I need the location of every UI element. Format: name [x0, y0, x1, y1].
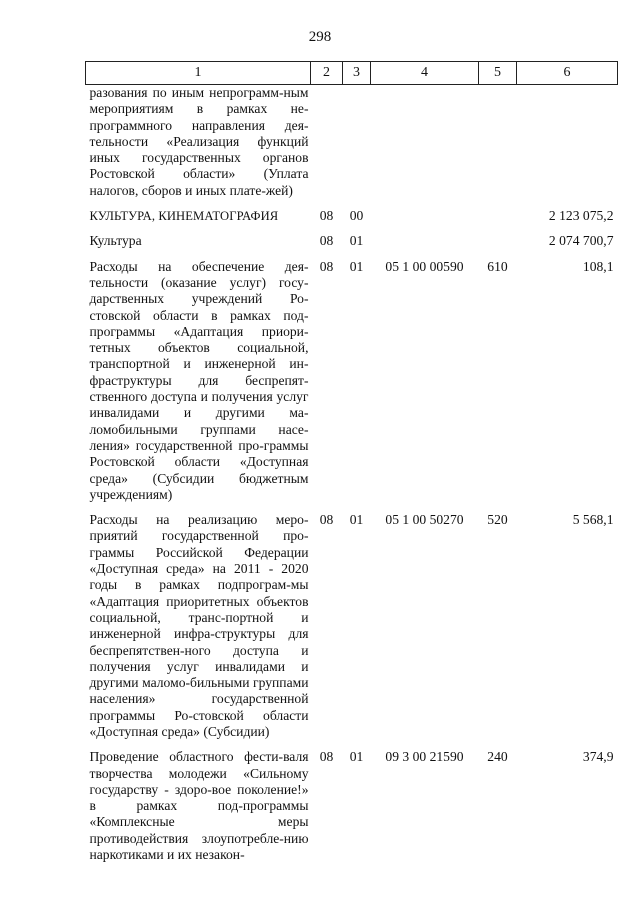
row-description: Расходы на реализацию меро-приятий государственной про-граммы Российской Федерации «Доступная среда» на 2011 - 2020 годы в рамках подпрограм-мы «Адаптация приоритетных объектов социальной, транс-портной и инженерной инфра-структуры для беспрепятствен-ного доступа и получения услуг инвалидами и другими маломо-бильными группами населения» государственной программы Ро-стовской области «Доступная среда» (Субсидии): [89, 512, 309, 739]
row-amount: 2 123 075,2: [548, 208, 614, 224]
row-section-code: 08: [319, 512, 334, 528]
column-header: 5: [479, 62, 517, 85]
row-amount: [517, 85, 618, 209]
row-description: разования по иным непрограмм-ным мероприятиям в рамках не-программного направления дея-тельности «Реализация функций иных государственных органов Ростовской области» (Уплата налогов, сборов и иных плате-жей): [89, 85, 309, 198]
row-expense-type-code: [479, 208, 517, 233]
table-row: [86, 85, 618, 209]
row-expense-type-code: 240: [487, 749, 508, 765]
row-target-item-code: 05 1 00 50270: [385, 512, 464, 528]
row-subsection-code: 01: [349, 233, 364, 249]
row-target-item-code: [371, 85, 479, 209]
row-expense-type-code: [479, 233, 517, 258]
row-expense-type-code: 520: [487, 512, 508, 528]
row-description: Расходы на обеспечение дея-тельности (оказание услуг) госу-дарственных учреждений Ро-стовской области в рамках под-программы «Адаптация приори-тетных объектов социальной, транспортной и инженерной ин-фраструктуры для беспрепят-ственного доступа и получения услуг инвалидами и другими ма-ломобильными группами насе-ления» государственной про-граммы Ростовской области «Доступная среда» (Субсидии бюджетным учреждениям): [89, 258, 309, 502]
row-amount: 5 568,1: [572, 512, 614, 528]
page-number: 298: [308, 29, 332, 45]
table-row: [86, 259, 618, 512]
row-section-code: 08: [319, 233, 334, 249]
row-section-code: 08: [319, 749, 334, 765]
row-target-item-code: [371, 233, 479, 258]
row-section-code: [311, 85, 343, 209]
table-row: [86, 233, 618, 258]
row-subsection-code: 01: [349, 749, 364, 765]
row-subsection-code: [343, 85, 371, 209]
table-row: [86, 512, 618, 749]
row-amount: 374,9: [582, 749, 614, 765]
column-header: 6: [517, 62, 618, 85]
column-header: 1: [86, 62, 311, 85]
row-target-item-code: [371, 208, 479, 233]
row-description: Проведение областного фести-валя творчества молодежи «Сильному государству - здоро-вое поколение!» в рамках под-программы «Комплексные меры противодействия злоупотребле-нию наркотиками и их незакон-: [89, 749, 309, 863]
row-subsection-code: 01: [349, 258, 364, 274]
row-expense-type-code: 610: [487, 258, 508, 274]
table-row: [86, 208, 618, 233]
row-target-item-code: 05 1 00 00590: [385, 258, 464, 274]
row-section-code: 08: [319, 208, 334, 224]
column-header: 4: [371, 62, 479, 85]
row-amount: 2 074 700,7: [548, 233, 614, 249]
row-subsection-code: 00: [349, 208, 364, 224]
row-target-item-code: 09 3 00 21590: [385, 749, 464, 765]
row-section-code: 08: [319, 258, 334, 274]
table-header-row: [86, 62, 618, 85]
row-description: КУЛЬТУРА, КИНЕМАТОГРАФИЯ: [89, 209, 279, 224]
column-header: 2: [311, 62, 343, 85]
row-description: Культура: [89, 233, 142, 249]
row-amount: 108,1: [582, 258, 614, 274]
table-row: [86, 749, 618, 863]
budget-table: [85, 61, 618, 863]
column-header: 3: [343, 62, 371, 85]
row-expense-type-code: [479, 85, 517, 209]
row-subsection-code: 01: [349, 512, 364, 528]
